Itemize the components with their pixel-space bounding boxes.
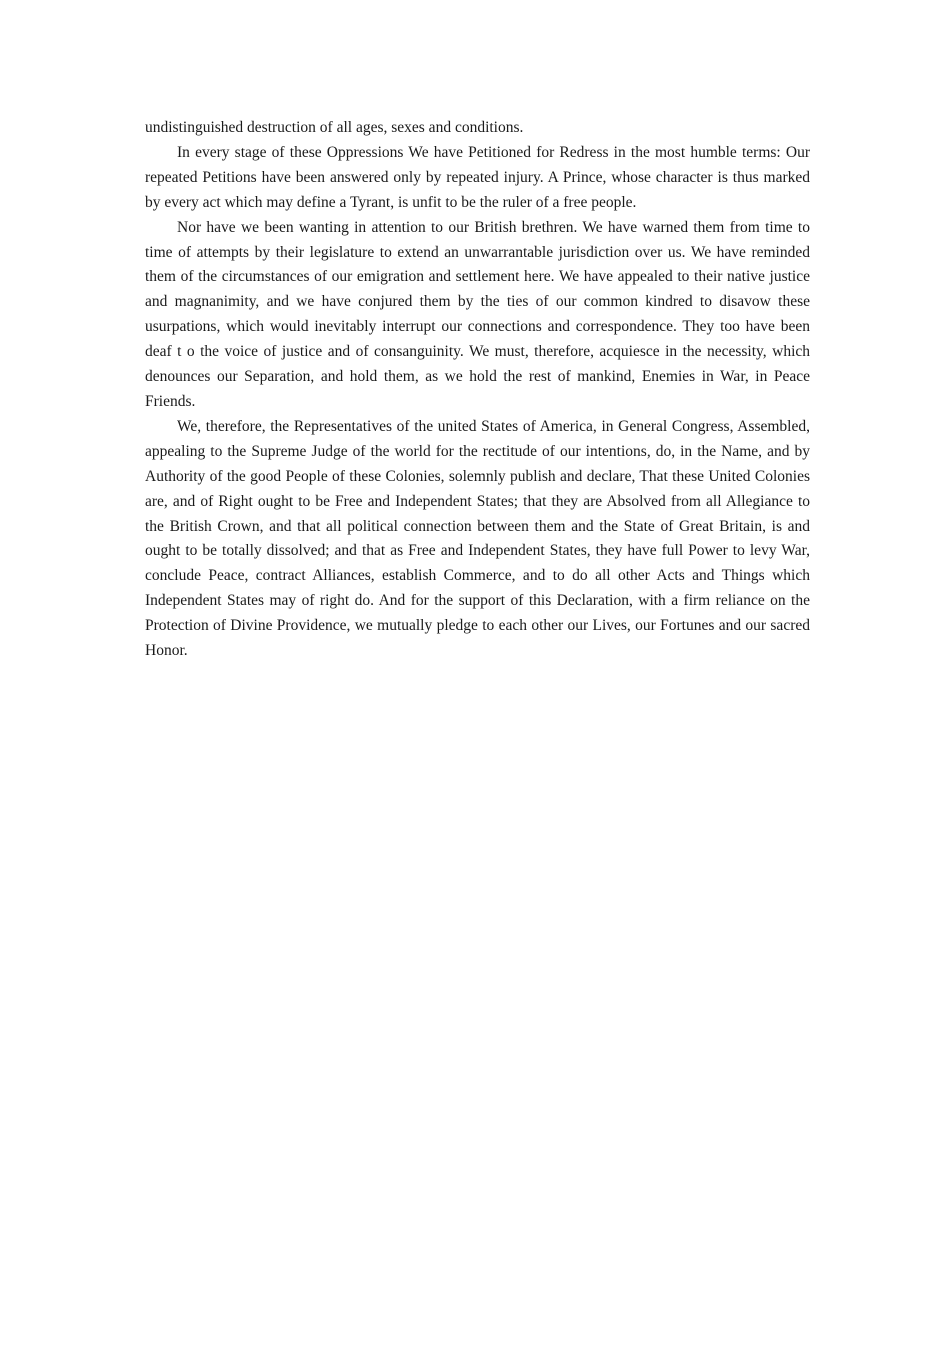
paragraph-british-brethren: Nor have we been wanting in attention to our British brethren. We have warned them from time to time of attempts by their legislature to extend an unwarrantable jurisdiction over us. We have reminded them of the circumstances of our emigration and settlement here. We have appealed to their native justice and magnanimity, and we have conjured them by the ties of our common kindred to disavow these usurpations, which would inevitably interrupt our connections and correspondence. They too have been deaf t o the voice of justice and of consanguinity. We must, therefore, acquiesce in the necessity, which denounces our Separation, and hold them, as we hold the rest of mankind, Enemies in War, in Peace Friends. (145, 218, 810, 410)
document-body (145, 116, 810, 664)
paragraph-continuation: undistinguished destruction of all ages, sexes and conditions. (145, 119, 524, 136)
paragraph-declaration: We, therefore, the Representatives of the united States of America, in General Congress, Assembled, appealing to the Supreme Judge of the world for the rectitude of our intentions, do, in the Name, and by Authority of the good People of these Colonies, solemnly publish and declare, That these United Colonies are, and of Right ought to be Free and Independent States; that they are Absolved from all Allegiance to the British Crown, and that all political connection between them and the State of Great Britain, is and ought to be totally dissolved; and that as Free and Independent States, they have full Power to levy War, conclude Peace, contract Alliances, establish Commerce, and to do all other Acts and Things which Independent States may of right do. And for the support of this Declaration, with a firm reliance on the Protection of Divine Providence, we mutually pledge to each other our Lives, our Fortunes and our sacred Honor. (145, 417, 810, 660)
paragraph-petitions: In every stage of these Oppressions We have Petitioned for Redress in the most humble terms: Our repeated Petitions have been answered only by repeated injury. A Prince, whose character is thus marked by every act which may define a Tyrant, is unfit to be the ruler of a free people. (145, 143, 810, 211)
